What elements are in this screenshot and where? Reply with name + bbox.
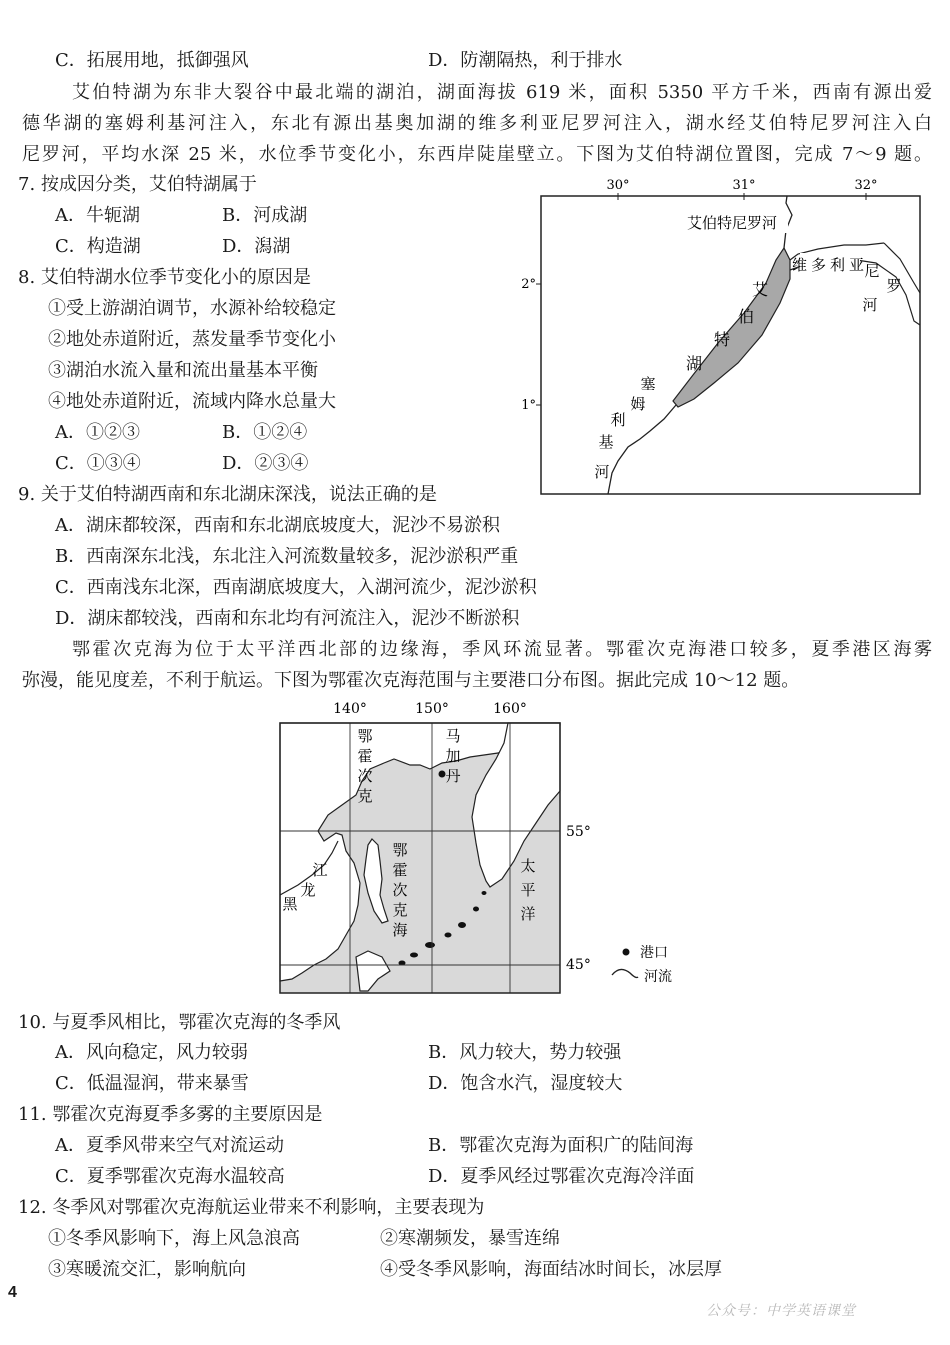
lake-label-3: 特 <box>713 330 731 349</box>
kuril-island <box>425 942 435 948</box>
okhotsk-port-label-1: 鄂 <box>357 727 373 745</box>
q12-stem: 12. 冬季风对鄂霍次克海航运业带来不利影响，主要表现为 <box>18 1197 485 1218</box>
q11-option-a: A．夏季风带来空气对流运动 <box>55 1135 284 1156</box>
map1-lat-1: 1° <box>521 398 536 413</box>
map1-lon-30: 30° <box>606 178 630 193</box>
legend-port-label: 港口 <box>640 945 668 961</box>
kuril-island <box>410 953 418 958</box>
okhotsk-port-label-4: 克 <box>357 787 373 805</box>
q7-option-c: C．构造湖 <box>55 236 141 257</box>
q10-option-a: A．风向稳定，风力较弱 <box>55 1042 248 1063</box>
q8-stem: 8. 艾伯特湖水位季节变化小的原因是 <box>18 267 311 288</box>
q8-option-a: A．①②③ <box>55 422 140 443</box>
kuril-island <box>482 891 487 895</box>
victoria-nile-label-ni: 尼 <box>864 262 880 280</box>
okhotsk-port-label-2: 霍 <box>357 747 373 765</box>
q10-option-b: B．风力较大，势力较强 <box>428 1042 622 1063</box>
q9-option-d: D．湖床都较浅，西南和东北均有河流注入，泥沙不断淤积 <box>55 608 520 629</box>
option-d-prev: D．防潮隔热，利于排水 <box>428 50 623 71</box>
okhotsk-map <box>270 695 690 1000</box>
q10-stem: 10. 与夏季风相比，鄂霍次克海的冬季风 <box>18 1012 341 1033</box>
magadan-label-2: 加 <box>445 747 461 765</box>
q12-item-1: ①冬季风影响下，海上风急浪高 <box>48 1228 300 1249</box>
q11-option-b: B．鄂霍次克海为面积广的陆间海 <box>428 1135 694 1156</box>
magadan-label-1: 马 <box>445 727 461 745</box>
q7-stem: 7. 按成因分类，艾伯特湖属于 <box>18 174 257 195</box>
q12-item-3: ③寒暖流交汇，影响航向 <box>48 1259 246 1280</box>
semliki-label-1: 塞 <box>640 375 656 393</box>
legend-river-label: 河流 <box>644 969 672 985</box>
q9-option-a: A．湖床都较深，西南和东北湖底坡度大，泥沙不易淤积 <box>55 515 500 536</box>
sea-label-3: 次 <box>392 881 408 899</box>
map1-lat-2: 2° <box>521 277 536 292</box>
passage1-line2: 德华湖的塞姆利基河注入，东北有源出基奥加湖的维多利亚尼罗河注入，湖水经艾伯特尼罗河注入白 <box>22 113 932 134</box>
q10-option-d: D．饱含水汽，湿度较大 <box>428 1073 623 1094</box>
victoria-nile-label: 维多利亚 <box>791 256 869 274</box>
victoria-nile-label-he: 河 <box>862 296 878 314</box>
sea-label-1: 鄂 <box>392 841 408 859</box>
passage1-line1: 艾伯特湖为东非大裂谷中最北端的湖泊，湖面海拔 619 米，面积 5350 平方千米，西南有源出爱 <box>72 82 932 103</box>
lake-albert-map <box>500 175 930 495</box>
q10-option-c: C．低温湿润，带来暴雪 <box>55 1073 249 1094</box>
map1-lon-31: 31° <box>732 178 756 193</box>
ocean-label-3: 洋 <box>520 905 536 923</box>
map2-lat-55: 55° <box>566 824 591 840</box>
q12-item-4: ④受冬季风影响，海面结冰时间长，冰层厚 <box>380 1259 722 1280</box>
map2-lon-140: 140° <box>333 701 367 717</box>
q7-option-a: A．牛轭湖 <box>55 205 140 226</box>
sea-label-5: 海 <box>392 921 408 939</box>
page-number: 4 <box>8 1284 17 1301</box>
semliki-label-4: 基 <box>598 433 614 451</box>
q8-option-b: B．①②④ <box>222 422 308 443</box>
map1-lon-32: 32° <box>854 178 878 193</box>
lake-label-1: 艾 <box>751 280 769 299</box>
q8-option-d: D．②③④ <box>222 453 309 474</box>
amur-label-1: 江 <box>312 861 328 879</box>
amur-label-3: 黑 <box>282 895 298 913</box>
sea-label-4: 克 <box>392 901 408 919</box>
semliki-label-3: 利 <box>610 411 626 429</box>
magadan-label-3: 丹 <box>445 767 461 785</box>
lake-label-2: 伯 <box>737 307 755 326</box>
albert-nile-label: 艾伯特尼罗河 <box>686 214 778 232</box>
q9-option-b: B．西南深东北浅，东北注入河流数量较多，泥沙淤积严重 <box>55 546 519 567</box>
lake-albert-shape <box>673 248 790 407</box>
magadan-port-dot <box>439 771 446 778</box>
passage1-line3: 尼罗河，平均水深 25 米，水位季节变化小，东西岸陡崖壁立。下图为艾伯特湖位置图，完成 7～9 题。 <box>22 144 932 165</box>
q11-option-c: C．夏季鄂霍次克海水温较高 <box>55 1166 285 1187</box>
ocean-label-1: 太 <box>520 857 536 875</box>
q8-item-1: ①受上游湖泊调节，水源补给较稳定 <box>48 298 336 319</box>
option-c-prev: C．拓展用地，抵御强风 <box>55 50 249 71</box>
q11-stem: 11. 鄂霍次克海夏季多雾的主要原因是 <box>18 1104 323 1125</box>
kuril-island <box>458 922 466 928</box>
legend-river-icon <box>612 969 638 977</box>
q8-item-2: ②地处赤道附近，蒸发量季节变化小 <box>48 329 336 350</box>
semliki-label-5: 河 <box>594 463 610 481</box>
map2-lat-45: 45° <box>566 957 591 973</box>
ocean-label-2: 平 <box>520 881 536 899</box>
watermark: 公众号：中学英语课堂 <box>706 1303 856 1319</box>
map2-lon-160: 160° <box>493 701 527 717</box>
q9-option-c: C．西南浅东北深，西南湖底坡度大，入湖河流少，泥沙淤积 <box>55 577 537 598</box>
legend-port-icon <box>623 949 630 956</box>
kuril-island <box>473 907 479 912</box>
q12-item-2: ②寒潮频发，暴雪连绵 <box>380 1228 560 1249</box>
sea-label-2: 霍 <box>392 861 408 879</box>
kuril-island <box>445 933 452 938</box>
q9-stem: 9. 关于艾伯特湖西南和东北湖床深浅，说法正确的是 <box>18 484 437 505</box>
lake-label-4: 湖 <box>685 354 703 373</box>
q11-option-d: D．夏季风经过鄂霍次克海冷洋面 <box>428 1166 695 1187</box>
passage2-line1: 鄂霍次克海为位于太平洋西北部的边缘海，季风环流显著。鄂霍次克海港口较多，夏季港区海雾 <box>72 639 932 660</box>
q8-option-c: C．①③④ <box>55 453 141 474</box>
map2-lon-150: 150° <box>415 701 449 717</box>
passage2-line2: 弥漫，能见度差，不利于航运。下图为鄂霍次克海范围与主要港口分布图。据此完成 10～12 题。 <box>22 670 800 691</box>
amur-label-2: 龙 <box>300 881 316 899</box>
q8-item-4: ④地处赤道附近，流域内降水总量大 <box>48 391 336 412</box>
victoria-nile-label-luo: 罗 <box>886 277 902 295</box>
semliki-label-2: 姆 <box>630 395 646 413</box>
okhotsk-port-label-3: 次 <box>357 767 373 785</box>
q7-option-d: D．潟湖 <box>222 236 291 257</box>
q7-option-b: B．河成湖 <box>222 205 308 226</box>
q8-item-3: ③湖泊水流入量和流出量基本平衡 <box>48 360 318 381</box>
